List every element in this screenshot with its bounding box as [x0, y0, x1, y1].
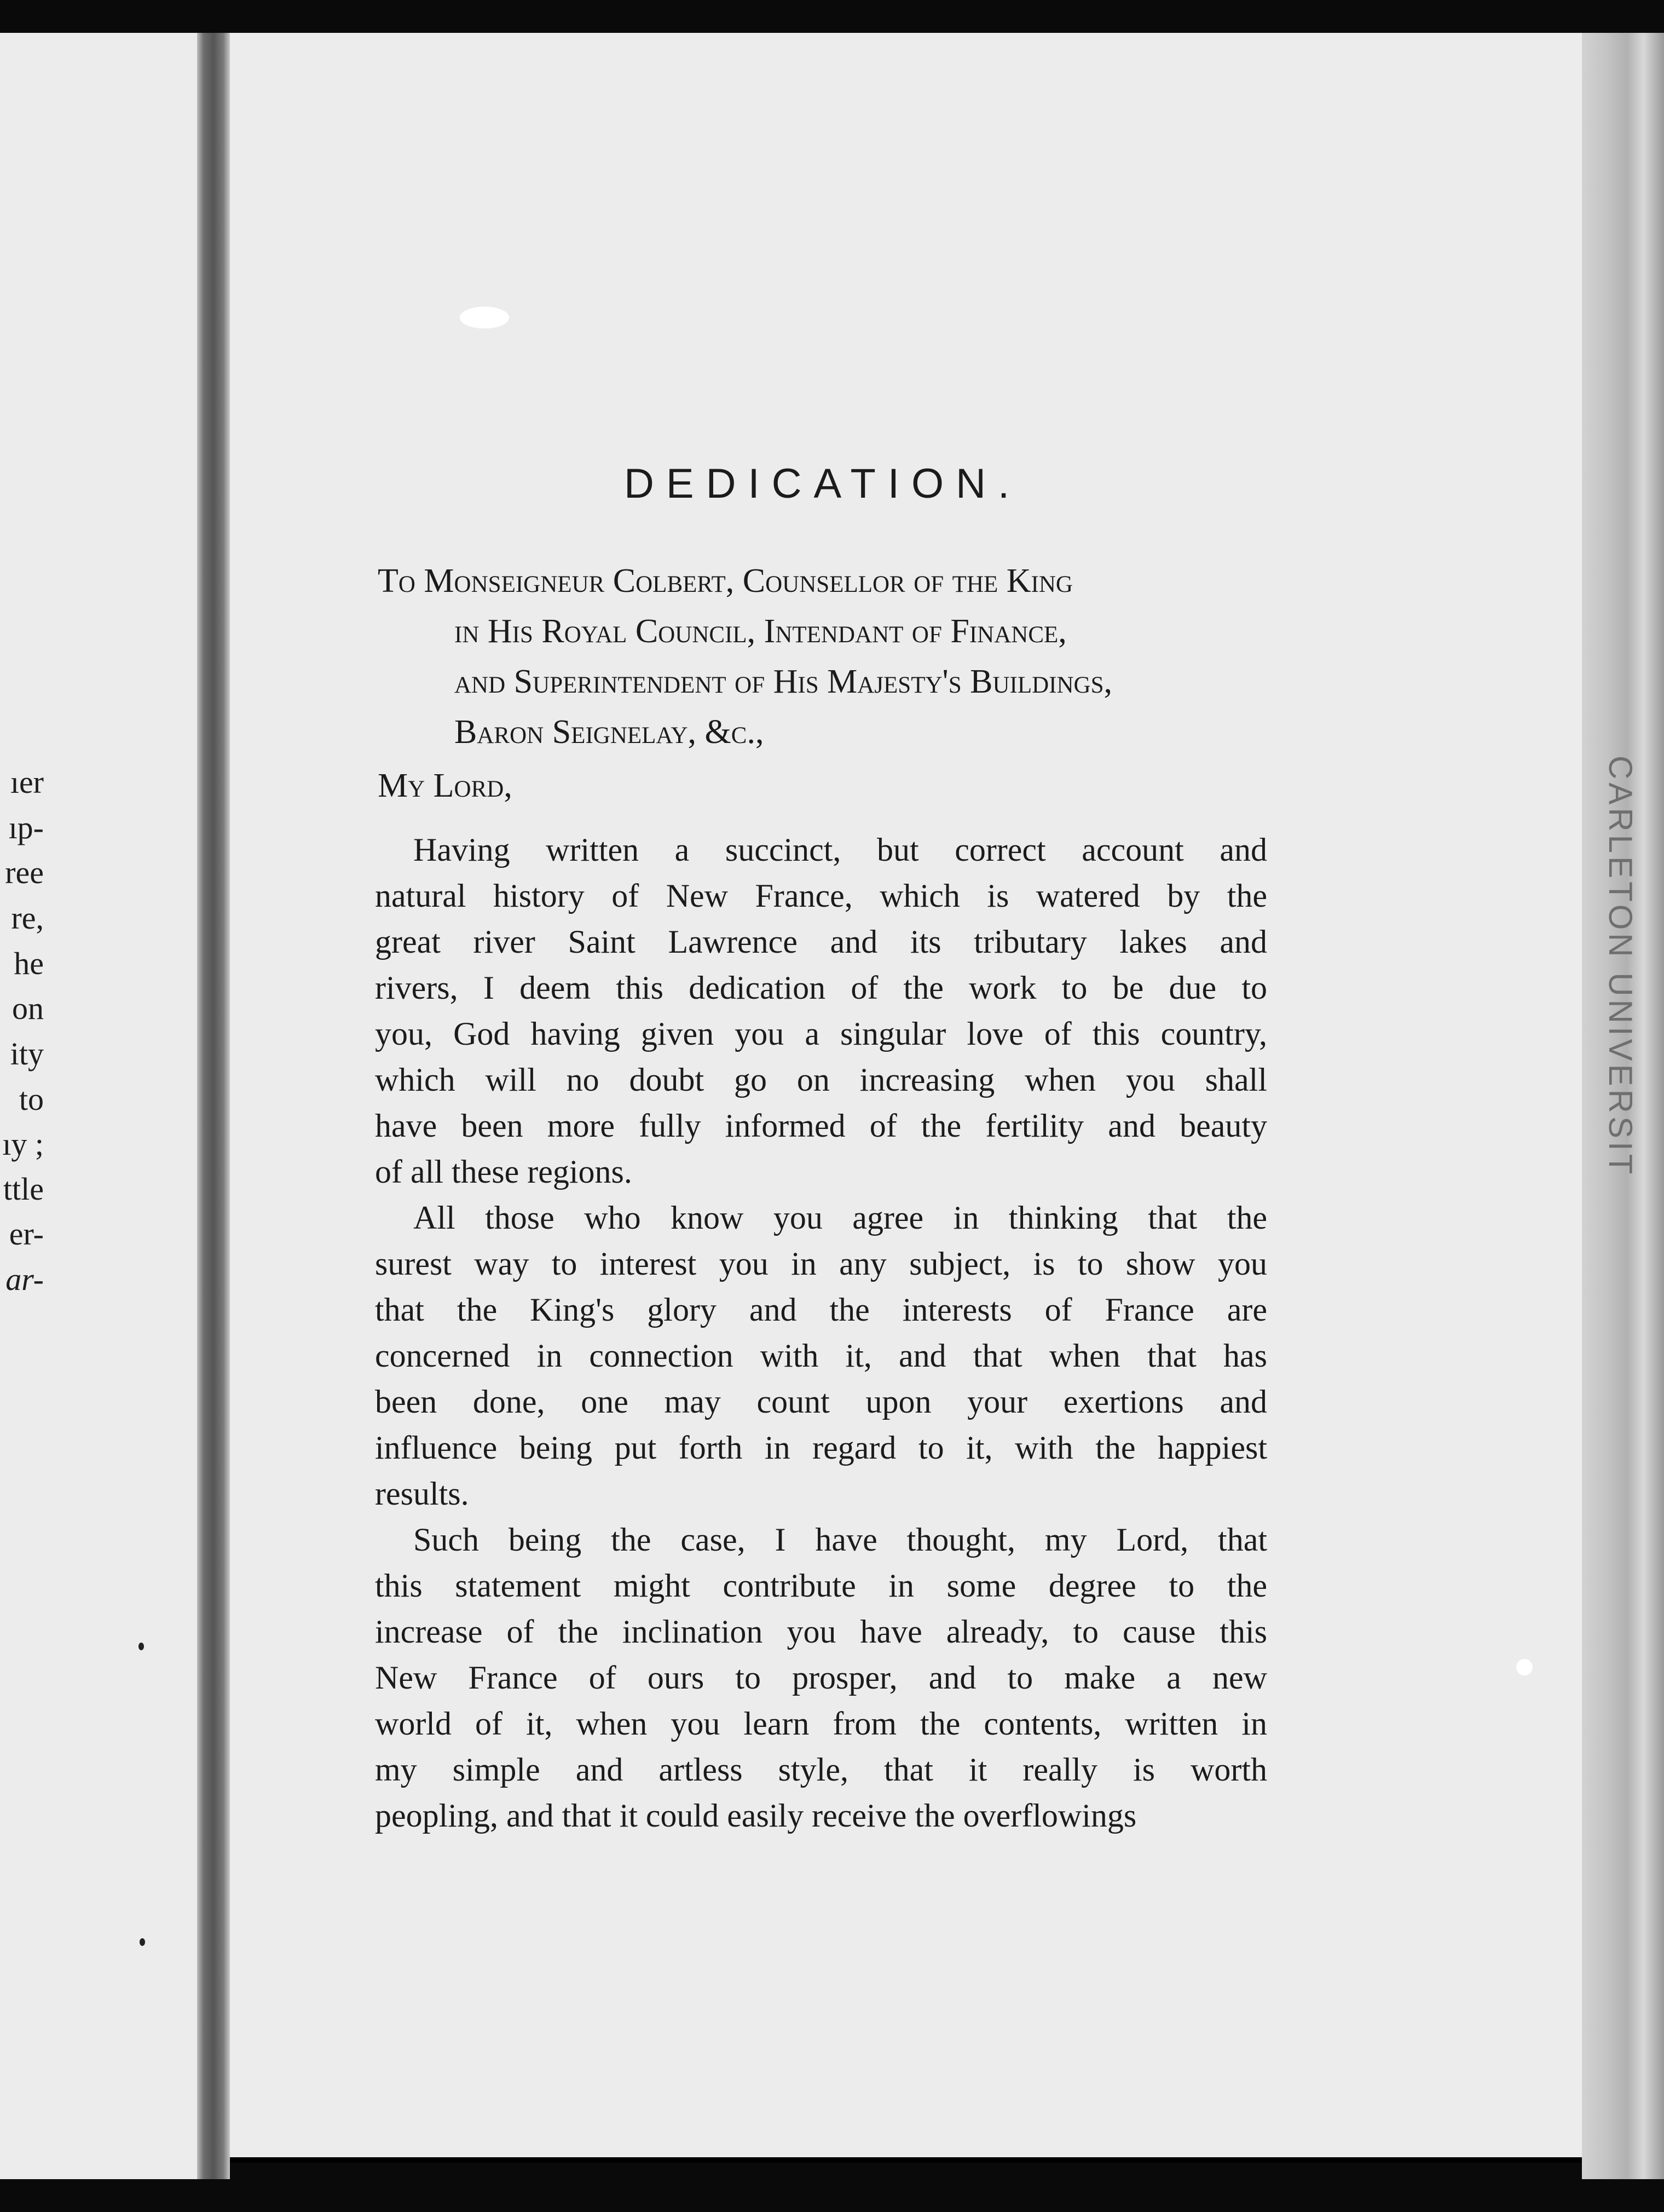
paragraph-line: rivers, I deem this dedication of the work to be due to	[375, 970, 1267, 1006]
facing-page-fragment: ıp-	[8, 810, 44, 845]
library-edge-stamp: CARLETON UNIVERSIT	[1602, 756, 1639, 1178]
paragraph-line: world of it, when you learn from the contents, written in	[375, 1706, 1267, 1742]
dedication-address	[378, 556, 1275, 757]
facing-page-fragment: on	[12, 990, 44, 1026]
paragraph-line: great river Saint Lawrence and its tributary lakes and	[375, 924, 1267, 960]
facing-page-left	[0, 33, 197, 2179]
book-gutter	[197, 33, 230, 2179]
paragraph-line: Such being the case, I have thought, my Lord, that	[413, 1522, 1267, 1558]
facing-page-fragment: ity	[10, 1036, 44, 1072]
facing-page-fragment: he	[14, 946, 44, 981]
paragraph-line: have been more fully informed of the fertility and beauty	[375, 1108, 1267, 1144]
paragraph	[375, 1517, 1267, 1839]
facing-page-fragment: ıer	[10, 764, 44, 800]
paragraph-line: New France of ours to prosper, and to make a new	[375, 1660, 1267, 1696]
scan-speck	[460, 307, 509, 329]
paragraph-line: results.	[375, 1476, 469, 1512]
paragraph-line: increase of the inclination you have already, to cause this	[375, 1614, 1267, 1650]
paragraph-line: natural history of New France, which is watered by the	[375, 878, 1267, 914]
paragraph-line: been done, one may count upon your exertions and	[375, 1384, 1267, 1420]
facing-page-fragment: re,	[11, 900, 44, 936]
paragraph	[375, 827, 1267, 1195]
facing-page-fragment: ar-	[5, 1261, 44, 1297]
address-line: Baron Seignelay, &c.,	[454, 713, 764, 751]
salutation: My Lord,	[378, 767, 512, 804]
facing-page-fragment: er-	[9, 1216, 44, 1252]
facing-page-fragment: ttle	[3, 1171, 44, 1207]
scan-speck	[138, 1643, 144, 1650]
paragraph-line: my simple and artless style, that it really is worth	[375, 1752, 1267, 1788]
address-line: To Monseigneur Colbert, Counsellor of the King	[378, 562, 1073, 600]
paragraph-line: All those who know you agree in thinking that the	[413, 1200, 1267, 1236]
paragraph-line: Having written a succinct, but correct account and	[413, 832, 1267, 868]
body-text	[375, 827, 1267, 1839]
facing-page-fragment: ree	[5, 855, 44, 890]
paragraph-line: that the King's glory and the interests of France are	[375, 1292, 1267, 1328]
paragraph-line: surest way to interest you in any subject, is to show you	[375, 1246, 1267, 1282]
paragraph-line: of all these regions.	[375, 1154, 632, 1190]
facing-page-fragment: to	[19, 1081, 44, 1117]
address-line: and Superintendent of His Majesty's Buildings,	[454, 663, 1113, 700]
film-border-bottom	[0, 2163, 1664, 2212]
paragraph-line: this statement might contribute in some degree to the	[375, 1568, 1267, 1604]
paragraph	[375, 1195, 1267, 1517]
facing-page-fragment: ıy ;	[2, 1126, 44, 1162]
scan-speck	[140, 1938, 145, 1946]
paragraph-line: influence being put forth in regard to it, with the happiest	[375, 1430, 1267, 1466]
paragraph-line: peopling, and that it could easily receive the overflowings	[375, 1798, 1137, 1834]
paragraph-line: which will no doubt go on increasing when you shall	[375, 1062, 1267, 1098]
paragraph-line: you, God having given you a singular love of this country,	[375, 1016, 1267, 1052]
paragraph-line: concerned in connection with it, and that when that has	[375, 1338, 1267, 1374]
page-title: DEDICATION.	[624, 460, 1022, 507]
address-line: in His Royal Council, Intendant of Finance,	[454, 613, 1067, 650]
scan-speck	[1516, 1659, 1533, 1675]
